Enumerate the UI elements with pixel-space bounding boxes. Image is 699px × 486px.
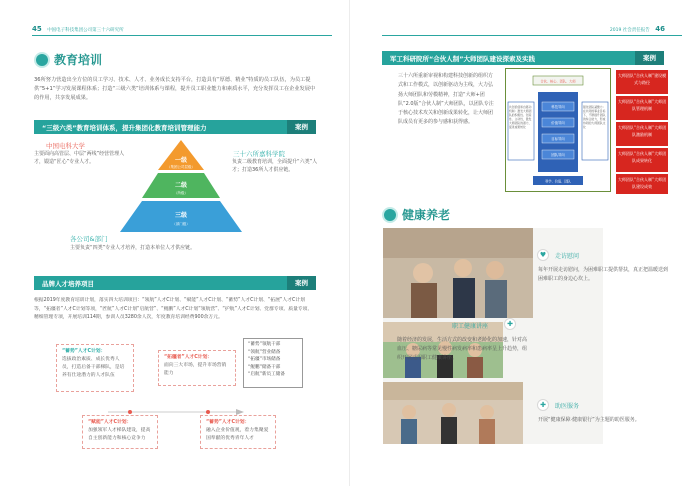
pyramid-sub-2: （所级） <box>174 191 188 195</box>
pyramid-sub-1: （集团公司层级） <box>167 165 195 169</box>
pyramid-sub-3: （部门级） <box>172 222 190 226</box>
bullet-icon-2 <box>384 209 396 221</box>
diagram-center-4: 团队导向 <box>551 153 565 157</box>
left-header <box>32 25 124 33</box>
dept-title: 各公司&部门 <box>70 235 108 243</box>
box-empower: “赋能”人才C计划： 加强领军人才梯队建设，提高自主创新能力和核心竞争力 <box>82 415 158 449</box>
visits-label: 走访慰问 <box>555 253 580 260</box>
academy-title: 三十六所嘉科学院 <box>233 150 285 158</box>
header-rule-right <box>382 35 682 36</box>
diagram-center-2: 价值导向 <box>551 121 565 125</box>
pyramid-level-1: 一级 <box>174 157 188 164</box>
section-title-health: 健康养老 <box>384 206 450 223</box>
lecture-icon: ✚ <box>504 318 516 330</box>
box-reserve-cadre: “蓄势”人才C计划： 选拔政治素质、成长优秀人员，打造后备干部梯队，是培养有仕途潜力的人才队伍 <box>56 344 134 392</box>
header-text: 中国电子科技集团公司第三十六研究所 <box>47 28 124 33</box>
dept-desc: 主要负责“四类”专业人才培养，打造本单位人才供应链。 <box>70 245 196 251</box>
page-number: 45 <box>32 25 42 33</box>
right-header <box>550 25 665 33</box>
red-box-3: 大师团队“合伙人制”大师团队激励机制 <box>616 122 668 146</box>
activities-text: 随着经济的发展，生活方式的改变和老龄化的加速，针对高血压、糖尿病等常见慢性病发病率和患病率呈上升趋势，组织开展适用职工健康讲座。 <box>397 337 528 361</box>
diagram-center-1: 科技导向 <box>551 105 565 109</box>
univ-desc: 主要面向高管层、中层“两线”经营管理人才，锻造“匠心”专业人才。 <box>34 151 125 165</box>
diagram-top: 合伙、核心、团队、大师 <box>540 79 576 84</box>
header-text-right: 2019 社会责任报告 <box>609 28 650 33</box>
team-paragraph: 三十六所重新审视和构建科技创新的组织方式和工作模式，以创新驱动为主线，大力弘扬大师团队和劳模精神，打造“大师+团队”2.0版“合伙人制”大师团队，以团队专注于核心技术攻关和创新成果转化，让大师团队成员有更多的参与感和获得感。 <box>398 73 494 126</box>
red-box-4: 大师团队“合伙人制”大师团队成果转化 <box>616 148 668 172</box>
diagram-center-3: 目标导向 <box>551 137 565 141</box>
project-paragraph: 根据2019年度教育培训计划，落实四大培训项目：“领航”人才C计划、“赋能”人才C计划、“蓄势”人才C计划、“拓展”人才C计划等，“拓疆者”人才C计划等项，“匠航”人才C计划“启航营”、“鲲鹏”人才C计划“领航营”、“护航”人才C计划、党群专项、质量专项、精细管理专项，开展培训114期，参训人员3280余人次，年度教育培训经费900余万元。 <box>34 298 313 320</box>
red-box-1: 大师团队“合伙人制”建设模式与路径 <box>616 70 668 94</box>
bullet-icon <box>36 54 48 66</box>
case-tag-3: 案例 <box>635 51 664 65</box>
page-number-right: 46 <box>655 25 665 33</box>
band-training-system: “三级六类”教育培训体系，提升集团化教育培训管理能力 案例 <box>34 120 316 134</box>
box-plain-list <box>243 338 303 388</box>
plain-item-2: “领航”营业储备 <box>248 349 281 355</box>
plain-item-4: “鲲鹏”储备干部 <box>248 364 281 370</box>
header-rule <box>32 35 332 36</box>
intro-paragraph: 36所努力营造出全方位的员工学习、技术、人才、业务成长支持平台，打造具有“厚德、精业”特质的员工队伍，为员工提供“5+1”学习发展课程体系；打造“三级六类”培训体系与课程，提升员工职业能力和素质水平，充分发挥员工在企业发展中的作用，共享发展成果。 <box>34 77 316 101</box>
box-youth: “蓄势”人才C计划： 融入企业价值观，着力集聚爱国奉献的优秀青年人才 <box>200 415 276 449</box>
case-tag-2: 案例 <box>287 276 316 290</box>
training-pyramid <box>120 140 242 232</box>
services-text: 开展“健康保障·健康银行”为主题的助医服务。 <box>538 417 640 423</box>
band-talent-project: 品牌人才培养项目 案例 <box>34 276 316 290</box>
plain-item-5: “启航”新员工储备 <box>248 372 285 377</box>
univ-title: 中国电科大学 <box>46 142 85 150</box>
red-box-5: 大师团队“合伙人制”大师团队建设成效 <box>616 174 668 194</box>
visit-icon: ♥ <box>537 249 549 261</box>
plain-item-1: “蓄势”领航干部 <box>248 342 281 347</box>
diagram-right-text: 强化团队凝聚力：在共同的事业目标下，不断提升团队的综合能力，形成协同的大师团队文化 <box>583 105 606 129</box>
pyramid-level-2: 二级 <box>174 182 188 189</box>
diagram-left-text: 共创价值和自驱动机制：激发大师团队的积极性、创造性、主动性，激发大师团队的潜力，促进成果转化 <box>509 105 532 129</box>
activities-label: 职工健康讲座 <box>452 323 489 330</box>
services-label: 助医服务 <box>555 403 580 410</box>
band-master-team: 军工科研院所“合伙人制”大师团队建设探索及实践 案例 <box>382 51 664 65</box>
case-tag: 案例 <box>287 120 316 134</box>
medical-icon: ✚ <box>537 399 549 411</box>
visits-text: 每年开展走访慰问，为困难职工提供帮扶，真正把温暖送到困难职工的身边心坎上。 <box>538 267 669 282</box>
section-title-education: 教育培训 <box>36 51 102 68</box>
academy-desc: 负责二级教育培训，全面提升“六类”人才；打造36所人才供应链。 <box>232 159 318 173</box>
diagram-bottom: 科学、价值、团队 <box>545 179 571 184</box>
left-page <box>0 0 349 486</box>
red-box-2: 大师团队“合伙人制”大师团队管理机制 <box>616 96 668 120</box>
plain-item-3: “拓疆”市场储备 <box>248 357 281 362</box>
pyramid-level-3: 三级 <box>174 212 188 219</box>
box-market: “拓疆者”人才C计划： 面向三大市场，提升市场营销能力 <box>158 350 236 386</box>
